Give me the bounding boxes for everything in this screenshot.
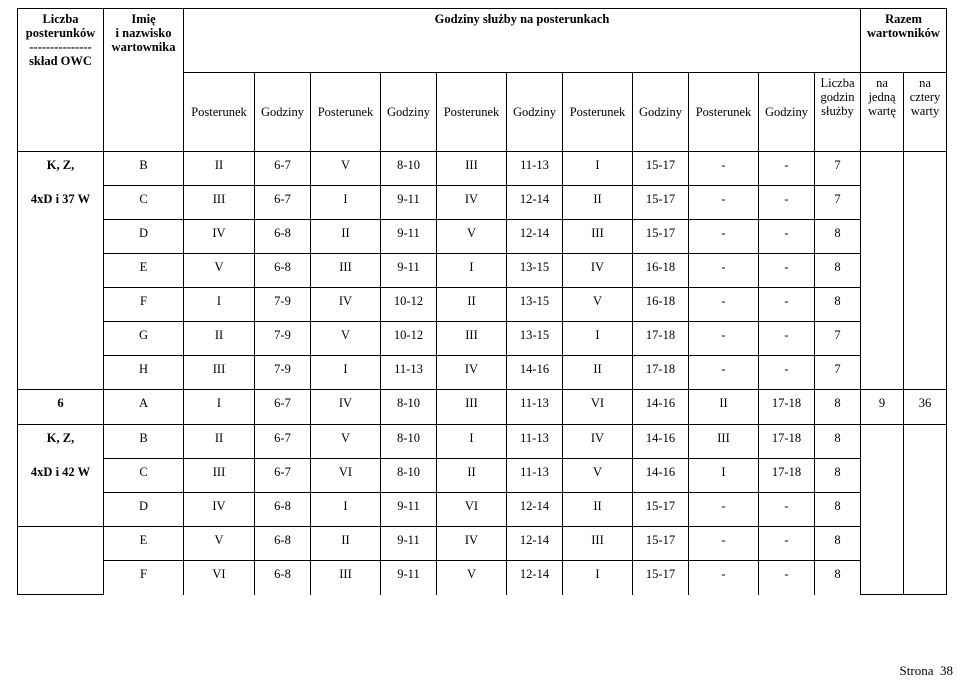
table-cell: III xyxy=(689,425,759,459)
subheader-godziny: Godziny xyxy=(381,73,437,152)
table-cell: D xyxy=(104,220,184,254)
table-cell: IV xyxy=(437,186,507,220)
razem-empty-1 xyxy=(861,152,904,390)
subheader-godziny: Godziny xyxy=(759,73,815,152)
group-cell: K, Z, 4xD i 42 W xyxy=(18,425,104,527)
table-cell: 12-14 xyxy=(507,493,563,527)
table-cell: VI xyxy=(184,561,255,595)
table-cell: - xyxy=(759,152,815,186)
table-cell: II xyxy=(437,288,507,322)
table-cell: II xyxy=(563,493,633,527)
table-cell: II xyxy=(184,322,255,356)
table-row xyxy=(18,425,947,459)
table-cell: II xyxy=(184,152,255,186)
table-cell: 6-8 xyxy=(255,527,311,561)
table-cell: 8 xyxy=(815,459,861,493)
guard-schedule-table xyxy=(17,8,947,595)
table-cell: - xyxy=(759,220,815,254)
table-row xyxy=(18,356,947,390)
table-cell: II xyxy=(437,459,507,493)
table-cell: 17-18 xyxy=(759,425,815,459)
table-cell: II xyxy=(689,390,759,425)
header-razem-wartownikow: Razem wartowników xyxy=(861,9,947,73)
table-cell: II xyxy=(563,186,633,220)
razem-empty-3 xyxy=(861,425,904,595)
table-cell: 15-17 xyxy=(633,561,689,595)
table-cell: 6-8 xyxy=(255,561,311,595)
table-cell: II xyxy=(311,527,381,561)
table-cell: - xyxy=(689,322,759,356)
table-cell: I xyxy=(311,493,381,527)
table-cell: - xyxy=(759,254,815,288)
table-cell: H xyxy=(104,356,184,390)
table-cell: 8 xyxy=(815,288,861,322)
table-cell: 17-18 xyxy=(759,390,815,425)
table-cell: B xyxy=(104,152,184,186)
table-cell: A xyxy=(104,390,184,425)
subheader-na-jedna-warte: na jedną wartę xyxy=(861,73,904,152)
table-cell: - xyxy=(689,152,759,186)
table-cell: I xyxy=(184,288,255,322)
table-cell: 15-17 xyxy=(633,152,689,186)
table-cell: 14-16 xyxy=(507,356,563,390)
table-cell: III xyxy=(437,322,507,356)
table-cell: 9-11 xyxy=(381,527,437,561)
table-cell: - xyxy=(759,186,815,220)
table-cell: 12-14 xyxy=(507,220,563,254)
subheader-na-cztery-warty: na cztery warty xyxy=(904,73,947,152)
table-cell: 7-9 xyxy=(255,288,311,322)
table-cell: 8-10 xyxy=(381,425,437,459)
footer-label: Strona xyxy=(899,663,934,678)
table-cell: 6-7 xyxy=(255,186,311,220)
table-cell: 11-13 xyxy=(507,152,563,186)
table-cell: 13-15 xyxy=(507,254,563,288)
razem-na-cztery-warty: 36 xyxy=(904,390,947,425)
table-cell: 8 xyxy=(815,220,861,254)
table-cell: E xyxy=(104,527,184,561)
table-cell: 14-16 xyxy=(633,425,689,459)
razem-empty-2 xyxy=(904,152,947,390)
table-cell: - xyxy=(689,527,759,561)
table-cell: 16-18 xyxy=(633,288,689,322)
group-cell xyxy=(18,527,104,595)
table-cell: 15-17 xyxy=(633,186,689,220)
table-cell: IV xyxy=(184,220,255,254)
table-cell: 6-8 xyxy=(255,254,311,288)
table-cell: 11-13 xyxy=(507,425,563,459)
table-cell: - xyxy=(759,561,815,595)
subheader-posterunek: Posterunek xyxy=(437,73,507,152)
table-cell: V xyxy=(437,561,507,595)
table-cell: I xyxy=(437,425,507,459)
table-cell: D xyxy=(104,493,184,527)
table-cell: IV xyxy=(563,425,633,459)
table-cell: II xyxy=(563,356,633,390)
table-cell: III xyxy=(184,459,255,493)
table-cell: IV xyxy=(437,356,507,390)
table-cell: - xyxy=(689,288,759,322)
table-cell: V xyxy=(311,322,381,356)
group-cell: K, Z, 4xD i 37 W xyxy=(18,152,104,390)
table-cell: 10-12 xyxy=(381,288,437,322)
table-cell: 16-18 xyxy=(633,254,689,288)
table-cell: 13-15 xyxy=(507,288,563,322)
table-cell: 11-13 xyxy=(507,390,563,425)
table-cell: 8-10 xyxy=(381,152,437,186)
table-row xyxy=(18,220,947,254)
subheader-liczba-godzin: Liczba godzin służby xyxy=(815,73,861,152)
table-cell: 6-8 xyxy=(255,220,311,254)
table-cell: 8-10 xyxy=(381,459,437,493)
table-cell: I xyxy=(563,322,633,356)
table-cell: 14-16 xyxy=(633,459,689,493)
razem-empty-4 xyxy=(904,425,947,595)
table-cell: I xyxy=(563,152,633,186)
table-row xyxy=(18,459,947,493)
table-row xyxy=(18,390,947,425)
table-cell: - xyxy=(689,493,759,527)
table-cell: - xyxy=(759,356,815,390)
table-cell: 9-11 xyxy=(381,561,437,595)
table-cell: - xyxy=(689,356,759,390)
table-cell: 15-17 xyxy=(633,527,689,561)
subheader-godziny: Godziny xyxy=(633,73,689,152)
table-cell: 12-14 xyxy=(507,561,563,595)
table-row xyxy=(18,152,947,186)
table-cell: V xyxy=(184,527,255,561)
table-cell: I xyxy=(563,561,633,595)
table-cell: V xyxy=(311,152,381,186)
table-cell: 7 xyxy=(815,322,861,356)
table-cell: 9-11 xyxy=(381,493,437,527)
table-cell: 7-9 xyxy=(255,356,311,390)
table-cell: 15-17 xyxy=(633,493,689,527)
table-cell: I xyxy=(311,356,381,390)
table-cell: IV xyxy=(184,493,255,527)
table-cell: - xyxy=(689,561,759,595)
subheader-posterunek: Posterunek xyxy=(689,73,759,152)
group-cell: 6 xyxy=(18,390,104,425)
table-cell: F xyxy=(104,561,184,595)
table-cell: 10-12 xyxy=(381,322,437,356)
table-cell: III xyxy=(437,390,507,425)
table-cell: III xyxy=(311,561,381,595)
table-cell: 9-11 xyxy=(381,254,437,288)
table-cell: B xyxy=(104,425,184,459)
table-cell: C xyxy=(104,186,184,220)
header-liczba-posterunkow: Liczba posterunków --------------- skład OWC xyxy=(18,9,104,152)
table-cell: 9-11 xyxy=(381,186,437,220)
table-cell: 9-11 xyxy=(381,220,437,254)
table-cell: II xyxy=(311,220,381,254)
table-cell: V xyxy=(563,288,633,322)
table-cell: 8 xyxy=(815,493,861,527)
table-cell: 8 xyxy=(815,527,861,561)
table-cell: 6-7 xyxy=(255,390,311,425)
table-cell: VI xyxy=(311,459,381,493)
table-cell: III xyxy=(563,527,633,561)
table-cell: - xyxy=(689,186,759,220)
table-row xyxy=(18,527,947,561)
table-cell: C xyxy=(104,459,184,493)
table-cell: III xyxy=(184,186,255,220)
page-footer xyxy=(900,663,953,679)
table-cell: 17-18 xyxy=(759,459,815,493)
table-cell: 6-8 xyxy=(255,493,311,527)
table-cell: - xyxy=(689,220,759,254)
table-cell: 8 xyxy=(815,561,861,595)
table-cell: 11-13 xyxy=(381,356,437,390)
table-cell: 6-7 xyxy=(255,152,311,186)
table-cell: VI xyxy=(437,493,507,527)
table-row xyxy=(18,322,947,356)
header-godziny-sluzby: Godziny służby na posterunkach xyxy=(184,9,861,73)
razem-na-jedna-warte: 9 xyxy=(861,390,904,425)
table-cell: 8 xyxy=(815,425,861,459)
table-cell: 11-13 xyxy=(507,459,563,493)
table-cell: 7-9 xyxy=(255,322,311,356)
table-cell: 6-7 xyxy=(255,425,311,459)
table-cell: 6-7 xyxy=(255,459,311,493)
table-cell: - xyxy=(759,288,815,322)
subheader-posterunek: Posterunek xyxy=(563,73,633,152)
table-cell: III xyxy=(311,254,381,288)
table-cell: III xyxy=(563,220,633,254)
table-cell: 7 xyxy=(815,356,861,390)
table-cell: IV xyxy=(563,254,633,288)
table-cell: V xyxy=(563,459,633,493)
table-cell: I xyxy=(184,390,255,425)
subheader-godziny: Godziny xyxy=(255,73,311,152)
table-cell: V xyxy=(311,425,381,459)
subheader-posterunek: Posterunek xyxy=(311,73,381,152)
table-cell: III xyxy=(184,356,255,390)
table-cell: 12-14 xyxy=(507,527,563,561)
table-cell: 17-18 xyxy=(633,322,689,356)
table-cell: I xyxy=(437,254,507,288)
table-row xyxy=(18,288,947,322)
table-cell: III xyxy=(437,152,507,186)
table-cell: I xyxy=(689,459,759,493)
table-cell: 14-16 xyxy=(633,390,689,425)
table-cell: 17-18 xyxy=(633,356,689,390)
subheader-godziny: Godziny xyxy=(507,73,563,152)
table-cell: - xyxy=(689,254,759,288)
table-cell: V xyxy=(184,254,255,288)
table-row xyxy=(18,561,947,595)
subheader-posterunek: Posterunek xyxy=(184,73,255,152)
table-cell: 15-17 xyxy=(633,220,689,254)
table-cell: VI xyxy=(563,390,633,425)
table-cell: 12-14 xyxy=(507,186,563,220)
page-number: 38 xyxy=(940,663,953,678)
header-imie-nazwisko: Imię i nazwisko wartownika xyxy=(104,9,184,152)
table-cell: II xyxy=(184,425,255,459)
table-cell: G xyxy=(104,322,184,356)
table-cell: IV xyxy=(311,390,381,425)
table-row xyxy=(18,186,947,220)
table-cell: E xyxy=(104,254,184,288)
table-cell: 7 xyxy=(815,186,861,220)
table-cell: - xyxy=(759,493,815,527)
table-cell: 7 xyxy=(815,152,861,186)
table-cell: - xyxy=(759,322,815,356)
table-row xyxy=(18,493,947,527)
table-row xyxy=(18,254,947,288)
table-cell: 8 xyxy=(815,254,861,288)
table-cell: IV xyxy=(437,527,507,561)
table-cell: V xyxy=(437,220,507,254)
table-cell: IV xyxy=(311,288,381,322)
table-cell: I xyxy=(311,186,381,220)
table-cell: 8 xyxy=(815,390,861,425)
table-cell: - xyxy=(759,527,815,561)
table-cell: 13-15 xyxy=(507,322,563,356)
table-cell: F xyxy=(104,288,184,322)
table-cell: 8-10 xyxy=(381,390,437,425)
